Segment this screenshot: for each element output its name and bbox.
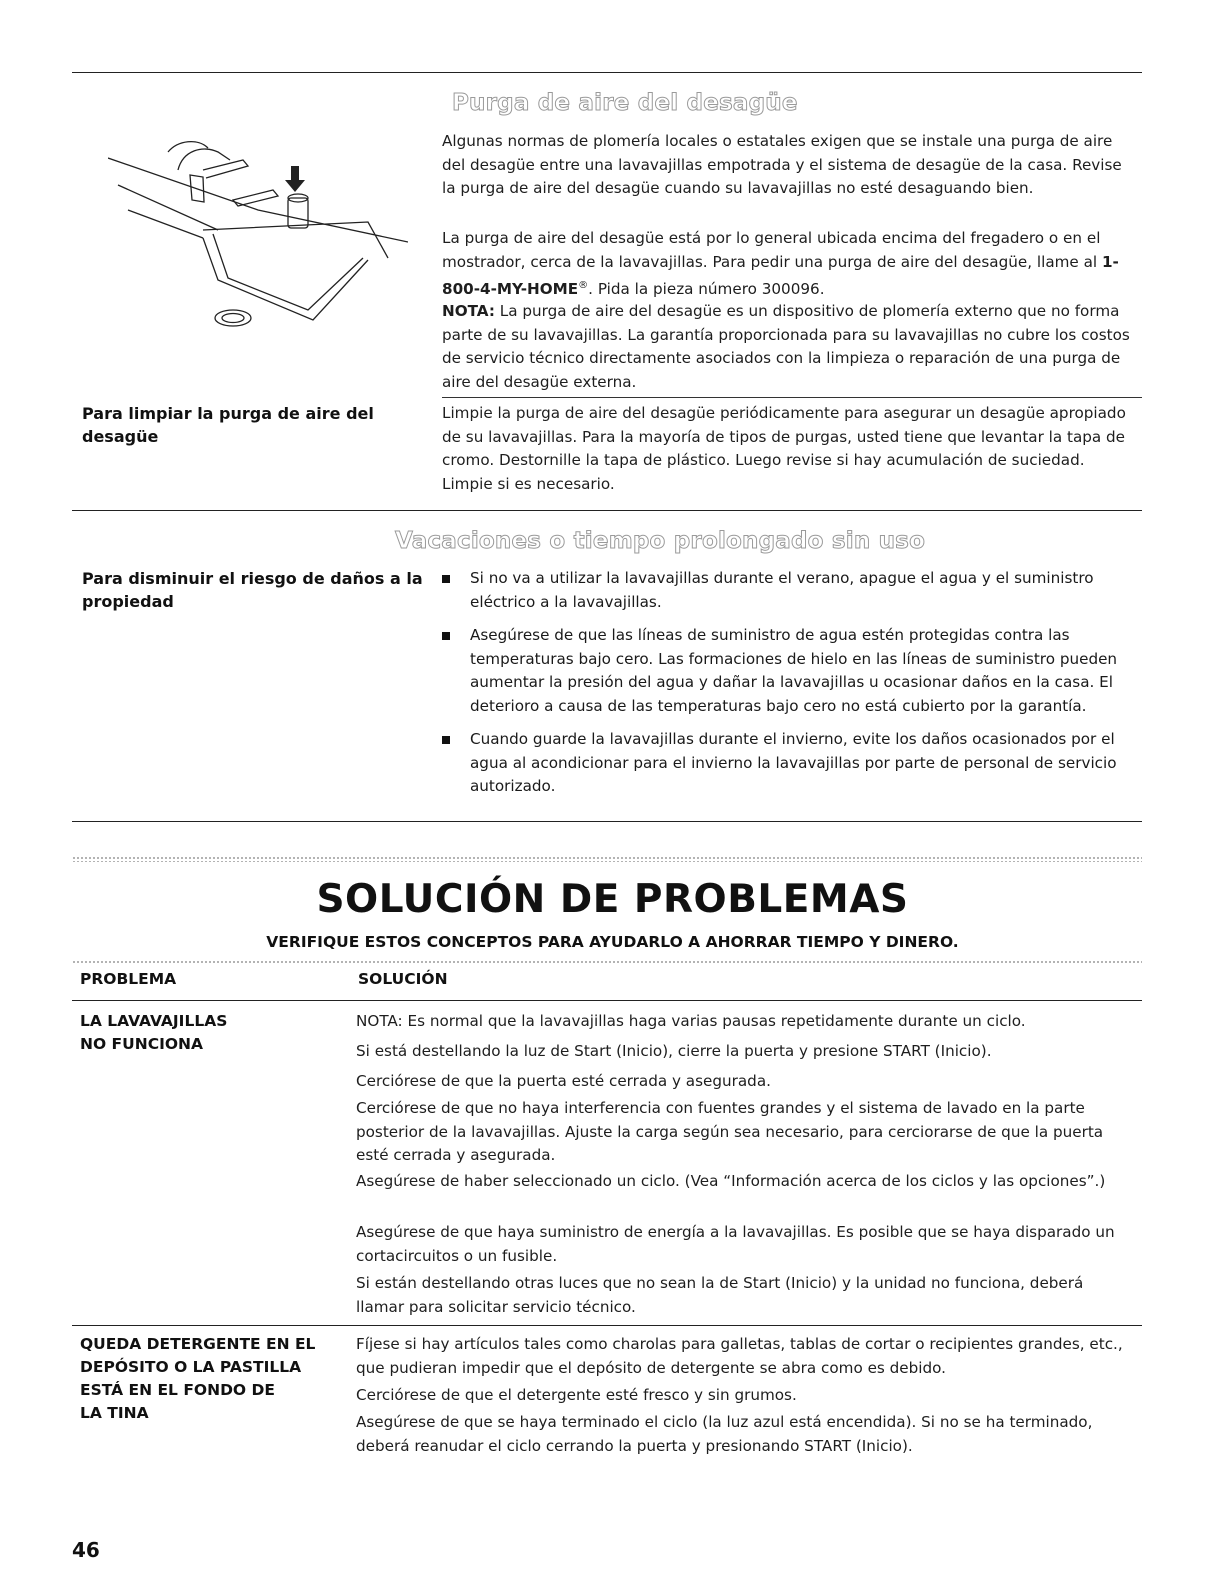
solution-item: Cerciórese de que la puerta esté cerrada y asegurada. — [356, 1072, 771, 1090]
problem-label-2 — [80, 1333, 315, 1425]
table-header-band — [72, 960, 1142, 964]
row-divider — [72, 1325, 1142, 1326]
solution-item: Cerciórese de que no haya interferencia con fuentes grandes y el sistema de lavado en la parte posterior de la lavavajillas. Ajuste la carga según sea necesario, para cerciorarse de que la puerta esté cerrada y asegurada. — [356, 1099, 1104, 1164]
solution-item: Asegúrese de haber seleccionado un ciclo. (Vea “Información acerca de los ciclos y las opciones”.) — [356, 1172, 1106, 1190]
air-gap-paragraph-2 — [442, 227, 1132, 302]
clean-air-gap-label: Para limpiar la purga de aire del desagüe — [82, 404, 374, 446]
air-gap-paragraph-2-text: La purga de aire del desagüe está por lo general ubicada encima del fregadero o en el mostrador, cerca de la lavavajillas. Para pedir una purga de aire del desagüe, — [442, 229, 1101, 271]
solution-item: Si está destellando la luz de Start (Inicio), cierre la puerta y presione START (Inicio). — [356, 1042, 992, 1060]
list-item — [440, 728, 1130, 799]
part-number-text: . Pida la pieza número 300096. — [588, 280, 825, 299]
solution-item: Fíjese si hay artículos tales como charolas para galletas, tablas de cortar o recipientes grandes, etc., que pudieran impedir que el depósito de detergente se abra como es debido. — [356, 1335, 1123, 1377]
problem-line: DEPÓSITO O LA PASTILLA — [80, 1358, 302, 1376]
drain-air-gap-title: Purga de aire del desagüe — [452, 90, 798, 116]
vacation-bottom-rule — [72, 821, 1142, 822]
call-prefix: llame al — [1036, 252, 1098, 271]
list-item — [440, 567, 1130, 614]
registered-mark: ® — [578, 280, 589, 291]
problem-line: LA TINA — [80, 1404, 149, 1422]
clean-air-gap-text: Limpie la purga de aire del desagüe periódicamente para asegurar un desagüe apropiado de su lavavajillas. Para la mayoría de tipos de purgas, usted tiene que levantar la tapa de cromo. Destornille la tapa de plástico. Luego revise si hay acumulación de suciedad. Limpie si es necesario. — [442, 404, 1126, 493]
dotted-divider — [72, 856, 1142, 862]
page-number: 46 — [72, 1538, 100, 1562]
problem-line: ESTÁ EN EL FONDO DE — [80, 1381, 275, 1399]
air-gap-note — [442, 300, 1132, 394]
problem-label-1 — [80, 1010, 227, 1056]
square-bullet-icon — [442, 575, 450, 583]
problem-line: QUEDA DETERGENTE EN EL — [80, 1335, 316, 1353]
table-header-rule — [72, 1000, 1142, 1001]
down-arrow-icon — [285, 166, 305, 192]
vacation-side-label: Para disminuir el riesgo de daños a la propiedad — [82, 569, 423, 611]
problem-line: LA LAVAVAJILLAS — [80, 1012, 228, 1030]
square-bullet-icon — [442, 632, 450, 640]
phone-number: 1-800-4-MY-HOME — [442, 252, 1119, 299]
note-text: La purga de aire del desagüe es un dispositivo de plomería externo que no forma parte de su lavavajillas. La garantía proporcionada para su lavavajillas no cubre los costos de servicio técnico directamente asociados con la limpieza o reparación de una purga de aire del desagüe externa. — [442, 302, 1130, 391]
troubleshooting-subtitle: VERIFIQUE ESTOS CONCEPTOS PARA AYUDARLO A AHORRAR TIEMPO Y DINERO. — [266, 933, 959, 951]
vacation-rule — [72, 510, 1142, 511]
troubleshooting-title: SOLUCIÓN DE PROBLEMAS — [316, 877, 909, 922]
solution-item: Asegúrese de que se haya terminado el ciclo (la luz azul está encendida). Si no se ha terminado, deberá reanudar el ciclo cerrando la puerta y presionando START (Inicio). — [356, 1413, 1093, 1455]
air-gap-paragraph-1: Algunas normas de plomería locales o estatales exigen que se instale una purga de aire del desagüe entre una lavavajillas empotrada y el sistema de desagüe de la casa. Revise la purga de aire del desagüe cuando su lavavajillas no esté desaguando bien. — [442, 132, 1122, 197]
column-header-problem: PROBLEMA — [80, 970, 177, 988]
vacation-bullet-list — [440, 567, 1130, 809]
list-item-text: Asegúrese de que las líneas de suministro de agua estén protegidas contra las temperaturas bajo cero. Las formaciones de hielo en las líneas de suministro pueden aumentar la presión del agua y dañar la lavavajillas u ocasionar daños en la casa. El deterioro a causa de las temperaturas bajo cero no está cubierto por la garantía. — [470, 626, 1118, 715]
problem-line: NO FUNCIONA — [80, 1035, 203, 1053]
vacation-title: Vacaciones o tiempo prolongado sin uso — [395, 528, 926, 554]
list-item-text: Si no va a utilizar la lavavajillas durante el verano, apague el agua y el suministro eléctrico a la lavavajillas. — [470, 569, 1094, 611]
solution-item: Asegúrese de que haya suministro de energía a la lavavajillas. Es posible que se haya disparado un cortacircuitos o un fusible. — [356, 1223, 1115, 1265]
sink-air-gap-illustration — [108, 130, 408, 340]
list-item — [440, 624, 1130, 718]
note-label: NOTA: — [442, 302, 495, 320]
solution-item: Cerciórese de que el detergente esté fresco y sin grumos. — [356, 1386, 797, 1404]
solution-item: NOTA: Es normal que la lavavajillas haga varias pausas repetidamente durante un ciclo. — [356, 1012, 1026, 1030]
square-bullet-icon — [442, 736, 450, 744]
clean-section-rule — [442, 397, 1142, 398]
list-item-text: Cuando guarde la lavavajillas durante el invierno, evite los daños ocasionados por el agua al acondicionar para el invierno la lavavajillas por parte de personal de servicio autorizado. — [470, 730, 1117, 795]
solution-item: Si están destellando otras luces que no sean la de Start (Inicio) y la unidad no funciona, deberá llamar para solicitar servicio técnico. — [356, 1274, 1084, 1316]
column-header-solution: SOLUCIÓN — [358, 970, 448, 988]
top-rule — [72, 72, 1142, 73]
